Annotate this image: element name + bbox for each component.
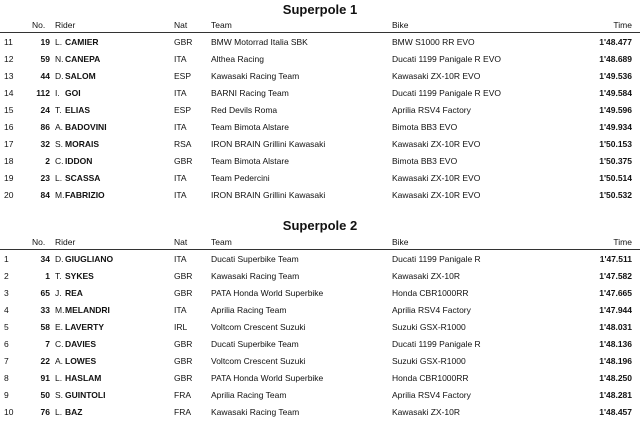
superpole-1-title: Superpole 1 <box>282 2 358 17</box>
table-row <box>0 267 640 285</box>
rider-name: CANEPA <box>65 54 101 64</box>
lap-time: 1'49.596 <box>599 105 632 115</box>
bike-model: Ducati 1199 Panigale R EVO <box>392 88 501 98</box>
rider-name: SCASSA <box>65 173 101 183</box>
bike-model: Kawasaki ZX-10R EVO <box>392 173 481 183</box>
table-row <box>0 135 640 153</box>
rider-number: 7 <box>45 339 50 349</box>
table-row <box>0 386 640 404</box>
header-bike: Bike <box>392 237 409 247</box>
header-rider: Rider <box>55 20 76 30</box>
position: 16 <box>4 122 14 132</box>
table-row <box>0 284 640 302</box>
team-name: Voltcom Crescent Suzuki <box>211 356 306 366</box>
lap-time: 1'50.153 <box>599 139 632 149</box>
lap-time: 1'48.196 <box>599 356 632 366</box>
rider-number: 32 <box>40 139 50 149</box>
team-name: Red Devils Roma <box>211 105 278 115</box>
position: 11 <box>4 37 13 47</box>
rider-initial: L. <box>55 173 63 183</box>
position: 3 <box>4 288 9 298</box>
lap-time: 1'48.477 <box>599 37 632 47</box>
team-name: IRON BRAIN Grillini Kawasaki <box>211 139 326 149</box>
rider-name: GOI <box>65 88 81 98</box>
nationality: ITA <box>174 54 187 64</box>
nationality: ESP <box>174 71 192 81</box>
lap-time: 1'47.944 <box>599 305 632 315</box>
lap-time: 1'48.457 <box>599 407 632 417</box>
rider-number: 86 <box>40 122 50 132</box>
rider-name: MELANDRI <box>65 305 110 315</box>
header-nat: Nat <box>174 20 188 30</box>
nationality: GBR <box>174 356 193 366</box>
rider-number: 22 <box>40 356 50 366</box>
rider-name: CAMIER <box>65 37 99 47</box>
nationality: ITA <box>174 173 187 183</box>
rider-initial: A. <box>55 122 64 132</box>
superpole-1-header <box>0 19 640 33</box>
rider-number: 24 <box>40 105 50 115</box>
nationality: GBR <box>174 156 193 166</box>
team-name: Kawasaki Racing Team <box>211 71 300 81</box>
lap-time: 1'48.689 <box>599 54 632 64</box>
nationality: FRA <box>174 390 191 400</box>
table-row <box>0 84 640 102</box>
lap-time: 1'50.375 <box>599 156 632 166</box>
table-row <box>0 335 640 353</box>
team-name: PATA Honda World Superbike <box>211 288 324 298</box>
rider-initial: M. <box>55 305 65 315</box>
header-team: Team <box>211 20 232 30</box>
table-row <box>0 50 640 68</box>
rider-name: IDDON <box>65 156 93 166</box>
table-row <box>0 352 640 370</box>
team-name: Ducati Superbike Team <box>211 339 299 349</box>
position: 2 <box>4 271 9 281</box>
rider-number: 2 <box>45 156 50 166</box>
team-name: Kawasaki Racing Team <box>211 271 300 281</box>
nationality: ITA <box>174 254 187 264</box>
team-name: Voltcom Crescent Suzuki <box>211 322 306 332</box>
rider-number: 65 <box>40 288 50 298</box>
nationality: ITA <box>174 305 187 315</box>
team-name: BMW Motorrad Italia SBK <box>211 37 308 47</box>
rider-initial: L. <box>55 37 63 47</box>
bike-model: BMW S1000 RR EVO <box>392 37 475 47</box>
bike-model: Honda CBR1000RR <box>392 373 469 383</box>
rider-number: 1 <box>45 271 50 281</box>
team-name: IRON BRAIN Grillini Kawasaki <box>211 190 326 200</box>
position: 12 <box>4 54 14 64</box>
rider-initial: L. <box>55 373 63 383</box>
header-no: No. <box>32 20 46 30</box>
table-row <box>0 403 640 421</box>
rider-number: 23 <box>40 173 50 183</box>
rider-name: GIUGLIANO <box>65 254 114 264</box>
rider-initial: I. <box>55 88 60 98</box>
team-name: PATA Honda World Superbike <box>211 373 324 383</box>
position: 7 <box>4 356 9 366</box>
bike-model: Suzuki GSX-R1000 <box>392 356 466 366</box>
rider-initial: E. <box>55 322 64 332</box>
lap-time: 1'47.665 <box>599 288 632 298</box>
lap-time: 1'50.532 <box>599 190 632 200</box>
lap-time: 1'47.582 <box>599 271 632 281</box>
bike-model: Bimota BB3 EVO <box>392 156 458 166</box>
bike-model: Suzuki GSX-R1000 <box>392 322 466 332</box>
position: 6 <box>4 339 9 349</box>
lap-time: 1'48.281 <box>599 390 632 400</box>
rider-initial: J. <box>55 288 62 298</box>
bike-model: Aprilia RSV4 Factory <box>392 390 471 400</box>
team-name: Team Bimota Alstare <box>211 156 289 166</box>
nationality: FRA <box>174 407 191 417</box>
team-name: Aprilia Racing Team <box>211 305 287 315</box>
table-row <box>0 186 640 204</box>
nationality: GBR <box>174 271 193 281</box>
position: 4 <box>4 305 9 315</box>
nationality: GBR <box>174 373 193 383</box>
nationality: GBR <box>174 288 193 298</box>
rider-initial: S. <box>55 139 64 149</box>
bike-model: Kawasaki ZX-10R EVO <box>392 71 481 81</box>
rider-name: GUINTOLI <box>65 390 106 400</box>
superpole-2-title: Superpole 2 <box>282 218 358 233</box>
team-name: Team Bimota Alstare <box>211 122 289 132</box>
table-row <box>0 301 640 319</box>
lap-time: 1'50.514 <box>599 173 632 183</box>
nationality: GBR <box>174 37 193 47</box>
nationality: RSA <box>174 139 192 149</box>
rider-initial: T. <box>55 105 62 115</box>
rider-name: SYKES <box>65 271 94 281</box>
position: 19 <box>4 173 14 183</box>
table-row <box>0 250 640 268</box>
bike-model: Honda CBR1000RR <box>392 288 469 298</box>
bike-model: Ducati 1199 Panigale R <box>392 254 481 264</box>
table-row <box>0 318 640 336</box>
team-name: Aprilia Racing Team <box>211 390 287 400</box>
rider-initial: C. <box>55 339 64 349</box>
bike-model: Aprilia RSV4 Factory <box>392 305 471 315</box>
rider-initial: L. <box>55 407 63 417</box>
rider-name: REA <box>65 288 83 298</box>
team-name: Althea Racing <box>211 54 264 64</box>
table-row <box>0 369 640 387</box>
bike-model: Kawasaki ZX-10R EVO <box>392 190 481 200</box>
rider-initial: A. <box>55 356 64 366</box>
nationality: ITA <box>174 122 187 132</box>
header-nat: Nat <box>174 237 188 247</box>
position: 14 <box>4 88 14 98</box>
lap-time: 1'49.934 <box>599 122 632 132</box>
position: 13 <box>4 71 14 81</box>
rider-number: 33 <box>40 305 50 315</box>
team-name: BARNI Racing Team <box>211 88 289 98</box>
lap-time: 1'49.536 <box>599 71 632 81</box>
rider-initial: D. <box>55 254 64 264</box>
bike-model: Ducati 1199 Panigale R <box>392 339 481 349</box>
table-row <box>0 101 640 119</box>
rider-initial: D. <box>55 71 64 81</box>
rider-name: HASLAM <box>65 373 102 383</box>
rider-number: 34 <box>40 254 50 264</box>
rider-name: BADOVINI <box>65 122 107 132</box>
rider-number: 19 <box>40 37 50 47</box>
rider-name: FABRIZIO <box>65 190 105 200</box>
team-name: Team Pedercini <box>211 173 270 183</box>
lap-time: 1'49.584 <box>599 88 632 98</box>
rider-initial: M. <box>55 190 65 200</box>
table-row <box>0 118 640 136</box>
nationality: ITA <box>174 190 187 200</box>
rider-initial: N. <box>55 54 64 64</box>
position: 17 <box>4 139 14 149</box>
position: 9 <box>4 390 9 400</box>
header-rider: Rider <box>55 237 76 247</box>
table-row <box>0 67 640 85</box>
nationality: ESP <box>174 105 192 115</box>
superpole-2-header <box>0 236 640 250</box>
nationality: ITA <box>174 88 187 98</box>
rider-initial: T. <box>55 271 62 281</box>
table-row <box>0 33 640 51</box>
rider-name: ELIAS <box>65 105 91 115</box>
rider-number: 44 <box>40 71 50 81</box>
rider-number: 91 <box>40 373 50 383</box>
rider-name: SALOM <box>65 71 96 81</box>
header-no: No. <box>32 237 46 247</box>
team-name: Ducati Superbike Team <box>211 254 299 264</box>
rider-name: BAZ <box>65 407 83 417</box>
rider-name: DAVIES <box>65 339 97 349</box>
bike-model: Kawasaki ZX-10R <box>392 407 461 417</box>
rider-number: 112 <box>36 88 50 98</box>
position: 15 <box>4 105 14 115</box>
bike-model: Ducati 1199 Panigale R EVO <box>392 54 501 64</box>
lap-time: 1'47.511 <box>599 254 632 264</box>
lap-time: 1'48.136 <box>599 339 632 349</box>
lap-time: 1'48.250 <box>599 373 632 383</box>
header-time: Time <box>613 237 632 247</box>
rider-number: 50 <box>40 390 50 400</box>
position: 1 <box>4 254 9 264</box>
rider-number: 59 <box>40 54 50 64</box>
rider-number: 76 <box>40 407 50 417</box>
header-bike: Bike <box>392 20 409 30</box>
rider-initial: C. <box>55 156 64 166</box>
bike-model: Kawasaki ZX-10R EVO <box>392 139 481 149</box>
rider-name: MORAIS <box>65 139 99 149</box>
rider-name: LOWES <box>65 356 97 366</box>
position: 10 <box>4 407 14 417</box>
table-row <box>0 152 640 170</box>
rider-initial: S. <box>55 390 64 400</box>
rider-number: 58 <box>40 322 50 332</box>
position: 5 <box>4 322 9 332</box>
team-name: Kawasaki Racing Team <box>211 407 300 417</box>
position: 18 <box>4 156 14 166</box>
bike-model: Aprilia RSV4 Factory <box>392 105 471 115</box>
position: 20 <box>4 190 14 200</box>
nationality: GBR <box>174 339 193 349</box>
nationality: IRL <box>174 322 188 332</box>
table-row <box>0 169 640 187</box>
lap-time: 1'48.031 <box>599 322 632 332</box>
bike-model: Bimota BB3 EVO <box>392 122 458 132</box>
position: 8 <box>4 373 9 383</box>
rider-number: 84 <box>40 190 50 200</box>
header-time: Time <box>613 20 632 30</box>
bike-model: Kawasaki ZX-10R <box>392 271 461 281</box>
rider-name: LAVERTY <box>65 322 105 332</box>
header-team: Team <box>211 237 232 247</box>
